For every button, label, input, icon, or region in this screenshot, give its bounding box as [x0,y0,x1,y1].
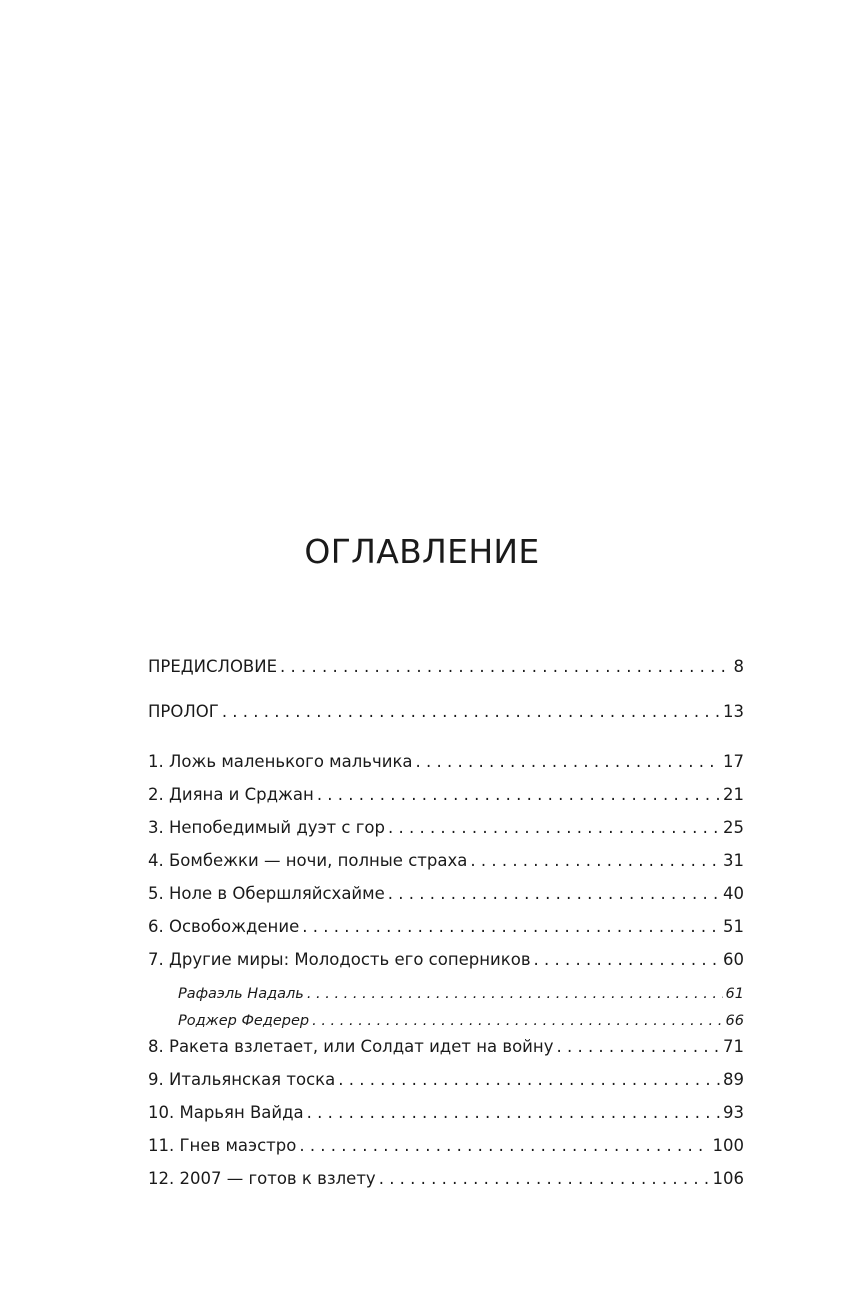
toc-entry-prologue[interactable] [148,701,744,723]
toc-entry-chapter-9[interactable] [148,1069,744,1091]
toc-page-number: 31 [723,851,744,870]
toc-entry-chapter-8[interactable] [148,1036,744,1058]
toc-page-number: 61 [725,986,744,1002]
toc-entry-preface[interactable] [148,656,744,678]
toc-entry-label: ПРЕДИСЛОВИЕ [148,657,278,676]
toc-entry-label: 9. Итальянская тоска [148,1070,336,1089]
toc-page-number: 17 [723,752,744,771]
toc-entry-chapter-5[interactable] [148,883,744,905]
toc-entry-chapter-7[interactable] [148,949,744,971]
toc-page-number: 89 [723,1070,744,1089]
toc-entry-chapter-10[interactable] [148,1102,744,1124]
toc-page-number: 25 [723,818,744,837]
toc-entry-label: 4. Бомбежки — ночи, полные страха [148,851,468,870]
toc-page-number: 66 [725,1013,744,1029]
dot-leader [317,784,720,806]
table-of-contents [148,0,744,1311]
toc-entry-chapter-12[interactable] [148,1168,744,1190]
toc-page-number: 100 [712,1136,744,1155]
toc-page-number: 21 [723,785,744,804]
toc-entry-label: ПРОЛОГ [148,702,219,721]
toc-subentry-federer[interactable] [178,1011,744,1031]
dot-leader [416,751,720,773]
toc-entry-label: 12. 2007 — готов к взлету [148,1169,376,1188]
page-title: ОГЛАВЛЕНИЕ [304,532,540,571]
toc-entry-label: 6. Освобождение [148,917,300,936]
dot-leader [388,883,720,905]
toc-page-number: 60 [723,950,744,969]
toc-page-number: 93 [723,1103,744,1122]
dot-leader [556,1036,720,1058]
dot-leader [307,984,723,1004]
toc-page-number: 13 [723,702,744,721]
toc-entry-label: 1. Ложь маленького мальчика [148,752,413,771]
dot-leader [470,850,720,872]
toc-page-number: 106 [712,1169,744,1188]
toc-entry-label: 3. Непобедимый дуэт с гор [148,818,385,837]
toc-page-number: 8 [733,657,744,676]
toc-entry-label: Роджер Федерер [178,1013,310,1029]
dot-leader [534,949,720,971]
dot-leader [222,701,720,723]
toc-entry-label: 5. Ноле в Обершляйсхайме [148,884,385,903]
toc-page-number: 71 [723,1037,744,1056]
toc-entry-chapter-2[interactable] [148,784,744,806]
dot-leader [379,1168,710,1190]
dot-leader [388,817,720,839]
toc-entry-chapter-1[interactable] [148,751,744,773]
toc-page-number: 51 [723,917,744,936]
toc-subentry-nadal[interactable] [178,984,744,1004]
dot-leader [280,656,730,678]
dot-leader [338,1069,720,1091]
dot-leader [312,1011,722,1031]
toc-entry-chapter-4[interactable] [148,850,744,872]
toc-entry-label: 8. Ракета взлетает, или Солдат идет на войну [148,1037,554,1056]
dot-leader [299,1135,709,1157]
toc-entry-label: 7. Другие миры: Молодость его соперников [148,950,531,969]
toc-entry-label: 11. Гнев маэстро [148,1136,297,1155]
toc-entry-label: 2. Дияна и Срджан [148,785,314,804]
dot-leader [302,916,720,938]
toc-page-number: 40 [723,884,744,903]
toc-entry-chapter-6[interactable] [148,916,744,938]
toc-entry-label: 10. Марьян Вайда [148,1103,304,1122]
dot-leader [307,1102,720,1124]
toc-entry-label: Рафаэль Надаль [178,986,304,1002]
toc-entry-chapter-11[interactable] [148,1135,744,1157]
toc-entry-chapter-3[interactable] [148,817,744,839]
